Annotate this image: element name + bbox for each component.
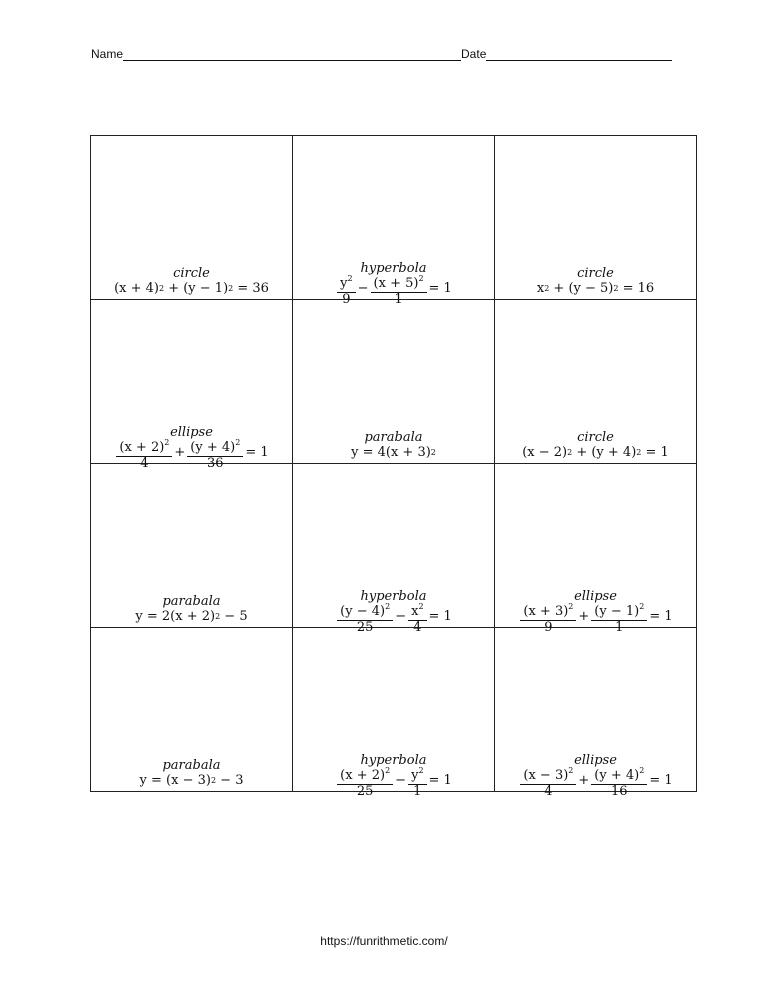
eq-fraction [591, 602, 647, 635]
conic-type-label: hyperbola [360, 753, 427, 768]
eq-text: + (y − 5) [549, 281, 614, 296]
eq-text: y [411, 768, 419, 783]
conic-equation [518, 602, 673, 635]
eq-text: = 1 [641, 445, 669, 460]
conic-card [293, 628, 495, 799]
eq-text: 25 [356, 620, 374, 635]
eq-text: = 1 [428, 608, 452, 624]
fraction-numerator [591, 604, 647, 621]
eq-text: = 1 [428, 280, 452, 296]
fraction-denominator [413, 785, 421, 799]
eq-exponent: 2 [385, 766, 391, 775]
fraction-numerator [337, 768, 393, 785]
conic-card [495, 136, 697, 300]
table-row [91, 464, 697, 628]
fraction-denominator [611, 785, 628, 799]
conic-type-label: hyperbola [360, 261, 427, 276]
eq-exponent: 2 [418, 766, 424, 775]
eq-text: (x + 3) [523, 604, 569, 619]
eq-fraction [187, 438, 243, 471]
table-row [91, 136, 697, 300]
fraction-numerator [408, 768, 426, 785]
eq-text: y = 2(x + 2) [135, 609, 216, 624]
eq-text: x [536, 281, 545, 296]
fraction-numerator [408, 604, 426, 621]
eq-text: 25 [356, 784, 374, 799]
eq-text: 36 [207, 456, 224, 471]
fraction-denominator [342, 293, 350, 307]
fraction-numerator [116, 440, 172, 457]
conic-type-label: ellipse [574, 589, 617, 604]
eq-exponent: 2 [235, 438, 241, 447]
conic-equation [335, 766, 452, 799]
conic-card [293, 136, 495, 307]
eq-text: = 1 [428, 772, 452, 788]
eq-text: (x − 3) [523, 768, 569, 783]
conic-type-label: ellipse [170, 425, 213, 440]
conic-type-label: hyperbola [360, 589, 427, 604]
eq-text: + (y + 4) [572, 445, 637, 460]
table-row [91, 300, 697, 464]
eq-fraction [408, 602, 426, 635]
conic-equation: x 2 + (y − 5) 2 = 16 [536, 281, 655, 296]
eq-fraction [520, 602, 576, 635]
conic-type-label: parabala [364, 430, 423, 445]
eq-fraction [408, 766, 426, 799]
eq-text: 9 [342, 292, 351, 307]
eq-fraction [520, 766, 576, 799]
fraction-numerator [520, 604, 576, 621]
fraction-denominator [544, 621, 552, 635]
conic-type-label: circle [577, 266, 614, 281]
conic-equation [518, 766, 673, 799]
eq-exponent: 2 [385, 602, 391, 611]
eq-text: (x + 4) [114, 281, 159, 296]
conic-cards-table [90, 135, 697, 799]
fraction-denominator [413, 621, 421, 635]
eq-fraction [337, 602, 393, 635]
fraction-numerator [591, 768, 647, 785]
eq-text: (x + 2) [340, 768, 386, 783]
eq-exponent: 2 [639, 602, 645, 611]
eq-text: y [340, 276, 348, 291]
eq-text: y = 4(x + 3) [351, 445, 431, 460]
footer-url[interactable]: https://funrithmetic.com/ [320, 934, 448, 948]
eq-exponent: 2 [164, 438, 170, 447]
eq-text: = 1 [649, 608, 673, 624]
conic-card [91, 464, 293, 628]
eq-text: − 3 [216, 773, 244, 788]
eq-exponent: 2 [568, 602, 574, 611]
worksheet-header [91, 47, 672, 61]
eq-text: = 1 [649, 772, 673, 788]
fraction-denominator [207, 457, 224, 471]
date-label: Date [461, 47, 487, 61]
conic-type-label: circle [173, 266, 210, 281]
fraction-numerator [187, 440, 243, 457]
eq-text: (y − 1) [594, 604, 640, 619]
fraction-numerator [371, 276, 427, 293]
conic-equation [335, 274, 452, 307]
conic-type-label: parabala [162, 758, 221, 773]
conic-card [495, 300, 697, 464]
eq-text: 4 [413, 620, 422, 635]
conic-equation [335, 602, 452, 635]
conic-card [495, 628, 697, 799]
eq-text: 1 [413, 784, 422, 799]
eq-fraction [337, 274, 355, 307]
eq-text: x [411, 604, 419, 619]
conic-card [293, 464, 495, 635]
fraction-denominator [357, 785, 374, 799]
fraction-numerator [337, 604, 393, 621]
eq-exponent: 2 [418, 602, 424, 611]
eq-text: = 16 [618, 281, 655, 296]
eq-text: + [174, 444, 186, 460]
conic-equation: (x + 4) 2 + (y − 1) 2 = 36 [114, 281, 269, 296]
eq-exponent: 2 [347, 274, 353, 283]
eq-text: 16 [611, 784, 628, 799]
fraction-denominator [357, 621, 374, 635]
eq-text: (x − 2) [522, 445, 568, 460]
eq-text: − [357, 280, 369, 296]
eq-fraction [371, 274, 427, 307]
conic-equation: y = 4(x + 3) 2 [351, 445, 436, 460]
conic-card [91, 136, 293, 300]
eq-text: + [578, 772, 590, 788]
name-label: Name [91, 47, 124, 61]
eq-text: (y + 4) [190, 440, 236, 455]
eq-text: 4 [544, 784, 553, 799]
fraction-numerator [337, 276, 355, 293]
fraction-denominator [544, 785, 552, 799]
eq-text: + (y − 1) [164, 281, 229, 296]
eq-text: (x + 2) [119, 440, 165, 455]
eq-text: 4 [140, 456, 149, 471]
fraction-denominator [394, 293, 402, 307]
eq-text: − [395, 772, 407, 788]
eq-text: + [578, 608, 590, 624]
eq-fraction [337, 766, 393, 799]
conic-card [495, 464, 697, 635]
fraction-denominator [615, 621, 623, 635]
conic-equation: y = (x − 3) 2 − 3 [139, 773, 244, 788]
conic-card [91, 628, 293, 792]
eq-text: (y − 4) [340, 604, 386, 619]
fraction-numerator [520, 768, 576, 785]
eq-fraction [116, 438, 172, 471]
eq-fraction [591, 766, 647, 799]
date-field[interactable] [486, 48, 672, 61]
conic-card [91, 300, 293, 471]
table-row [91, 628, 697, 792]
conic-type-label: ellipse [574, 753, 617, 768]
eq-text: y = (x − 3) [139, 773, 211, 788]
conic-equation: (x − 2) 2 + (y + 4) 2 = 1 [522, 445, 669, 460]
eq-text: 9 [544, 620, 553, 635]
conic-type-label: circle [577, 430, 614, 445]
eq-text: (y + 4) [594, 768, 640, 783]
eq-text: = 1 [245, 444, 269, 460]
eq-text: = 36 [233, 281, 269, 296]
fraction-denominator [140, 457, 148, 471]
eq-text: − [395, 608, 407, 624]
conic-card [293, 300, 495, 464]
conic-type-label: parabala [162, 594, 221, 609]
eq-text: − 5 [220, 609, 248, 624]
eq-exponent: 2 [568, 766, 574, 775]
eq-exponent: 2 [418, 274, 424, 283]
conic-equation: y = 2(x + 2) 2 − 5 [135, 609, 248, 624]
conic-equation [114, 438, 269, 471]
eq-text: 1 [394, 292, 403, 307]
eq-exponent: 2 [639, 766, 645, 775]
eq-text: 1 [615, 620, 624, 635]
name-field[interactable] [123, 48, 461, 61]
eq-text: (x + 5) [373, 276, 419, 291]
